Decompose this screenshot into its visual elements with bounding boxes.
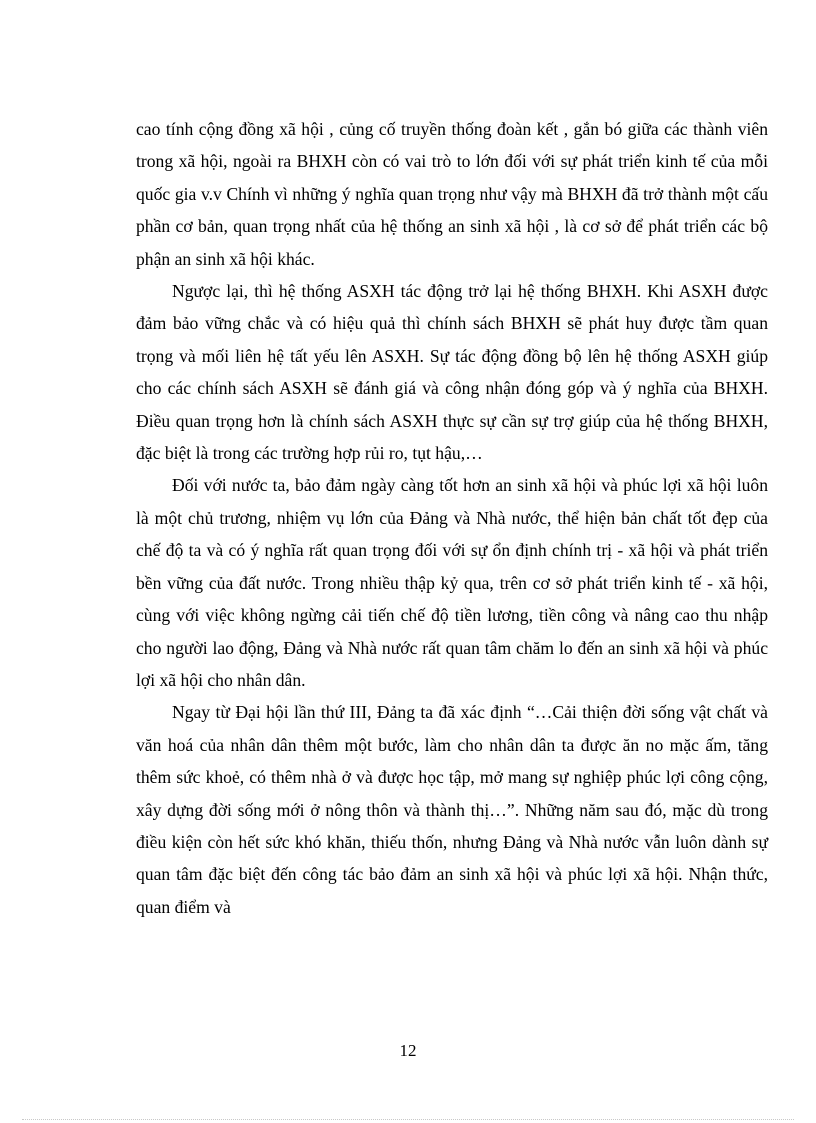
document-body <box>136 113 768 923</box>
paragraph-1: cao tính cộng đồng xã hội , củng cố truyền thống đoàn kết , gắn bó giữa các thành viên trong xã hội, ngoài ra BHXH còn có vai trò to lớn đối với sự phát triển kinh tế của mỗi quốc gia v.v Chính vì những ý nghĩa quan trọng như vậy mà BHXH đã trở thành một cấu phần cơ bản, quan trọng nhất của hệ thống an sinh xã hội , là cơ sở để phát triển các bộ phận an sinh xã hội khác. <box>136 119 768 269</box>
paragraph-3: Đối với nước ta, bảo đảm ngày càng tốt hơn an sinh xã hội và phúc lợi xã hội luôn là một chủ trương, nhiệm vụ lớn của Đảng và Nhà nước, thể hiện bản chất tốt đẹp của chế độ ta và có ý nghĩa rất quan trọng đối với sự ổn định chính trị - xã hội và phát triển bền vững của đất nước. Trong nhiều thập kỷ qua, trên cơ sở phát triển kinh tế - xã hội, cùng với việc không ngừng cải tiến chế độ tiền lương, tiền công và nâng cao thu nhập cho người lao động, Đảng và Nhà nước rất quan tâm chăm lo đến an sinh xã hội và phúc lợi xã hội cho nhân dân. <box>136 475 768 690</box>
paragraph-4: Ngay từ Đại hội lần thứ III, Đảng ta đã xác định “…Cải thiện đời sống vật chất và văn hoá của nhân dân thêm một bước, làm cho nhân dân ta được ăn no mặc ấm, tăng thêm sức khoẻ, có thêm nhà ở và được học tập, mở mang sự nghiệp phúc lợi công cộng, xây dựng đời sống mới ở nông thôn và thành thị…”. Những năm sau đó, mặc dù trong điều kiện còn hết sức khó khăn, thiếu thốn, nhưng Đảng và Nhà nước vẫn luôn dành sự quan tâm đặc biệt đến công tác bảo đảm an sinh xã hội và phúc lợi xã hội. Nhận thức, quan điểm và <box>136 702 768 917</box>
page-number: 12 <box>399 1041 417 1060</box>
paragraph-2: Ngược lại, thì hệ thống ASXH tác động trở lại hệ thống BHXH. Khi ASXH được đảm bảo vững chắc và có hiệu quả thì chính sách BHXH sẽ phát huy được tầm quan trọng và mối liên hệ tất yếu lên ASXH. Sự tác động đồng bộ lên hệ thống ASXH giúp cho các chính sách ASXH sẽ đánh giá và công nhận đóng góp và ý nghĩa của BHXH. Điều quan trọng hơn là chính sách ASXH thực sự cần sự trợ giúp của hệ thống BHXH, đặc biệt là trong các trường hợp rủi ro, tụt hậu,… <box>136 281 768 464</box>
page-bottom-divider <box>22 1119 794 1120</box>
